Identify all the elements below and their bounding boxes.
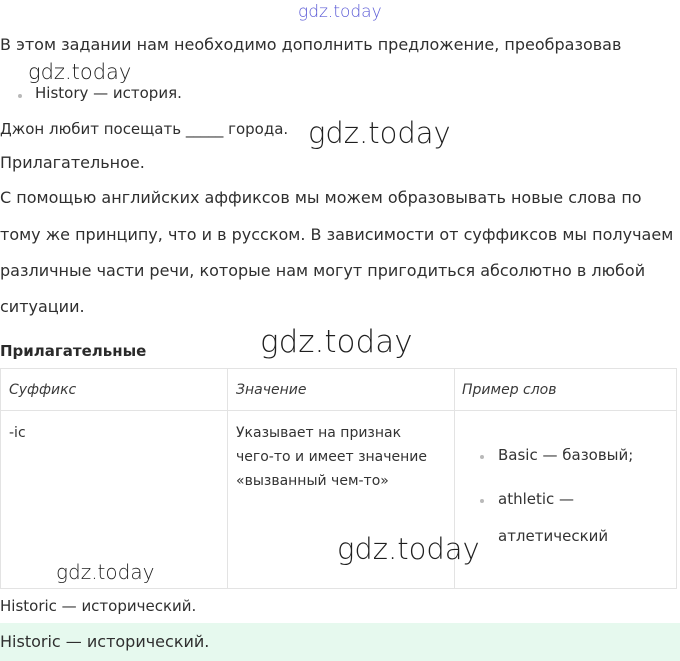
table-header-meaning: Значение xyxy=(236,382,307,398)
paragraph-line: С помощью английских аффиксов мы можем образовывать новые слова по xyxy=(0,188,642,207)
exercise-sentence: Джон любит посещать _____ города. xyxy=(0,120,289,138)
watermark-5: gdz.today xyxy=(56,560,155,584)
bullet-dot xyxy=(18,94,22,98)
watermark-4: gdz.today xyxy=(337,532,480,566)
example-athletic-line2: атлетический xyxy=(498,527,609,545)
watermark-1: gdz.today xyxy=(28,60,132,84)
watermark-3: gdz.today xyxy=(260,324,413,360)
watermark-top: gdz.today xyxy=(298,2,382,22)
watermark-2: gdz.today xyxy=(308,116,451,150)
part-of-speech: Прилагательное. xyxy=(0,153,145,172)
paragraph-line: тому же принципу, что и в русском. В зависимости от суффиксов мы получаем xyxy=(0,225,674,244)
answer-text: Historic — исторический. xyxy=(0,632,210,651)
section-heading: Прилагательные xyxy=(0,342,147,360)
paragraph-line: ситуации. xyxy=(0,297,85,316)
answer-box xyxy=(0,623,680,661)
example-bullet-dot xyxy=(480,455,484,459)
bullet-history: History — история. xyxy=(35,84,182,102)
table-header-suffix: Суффикс xyxy=(9,382,77,398)
example-basic: Basic — базовый; xyxy=(498,446,634,464)
table-cell-meaning-line: чего-то и имеет значение xyxy=(236,449,427,465)
example-bullet-dot xyxy=(480,499,484,503)
paragraph-line: различные части речи, которые нам могут пригодиться абсолютно в любой xyxy=(0,261,646,280)
result-line: Historic — исторический. xyxy=(0,597,197,615)
table-cell-meaning-line: «вызванный чем-то» xyxy=(236,473,389,489)
table-cell-suffix: -ic xyxy=(9,425,26,441)
example-athletic-line1: athletic — xyxy=(498,490,575,508)
intro-text: В этом задании нам необходимо дополнить предложение, преобразовав xyxy=(0,35,622,54)
table-header-examples: Пример слов xyxy=(462,382,557,398)
table-cell-meaning-line: Указывает на признак xyxy=(236,425,402,441)
